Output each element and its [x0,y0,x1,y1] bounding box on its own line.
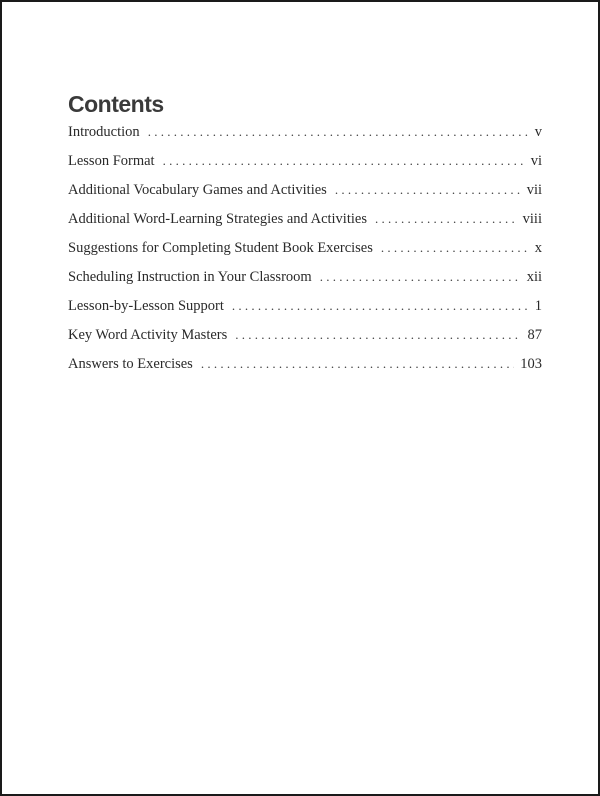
toc-entry-answers [68,356,542,385]
toc-entry-lesson-format [68,153,542,182]
contents-heading: Contents [68,91,164,117]
toc-entry-label: Answers to Exercises [68,356,193,372]
toc-entry-label: Lesson-by-Lesson Support [68,298,224,314]
toc-entry-page: vii [526,182,542,198]
toc-entry-suggestions [68,240,542,269]
toc-entry-word-learning-strategies [68,211,542,240]
dot-leader [375,211,517,227]
toc-entry-vocabulary-games [68,182,542,211]
toc-entry-page: viii [522,211,542,227]
toc-entry-page: 87 [527,327,542,343]
table-of-contents [68,90,542,385]
toc-entry-label: Introduction [68,124,140,140]
dot-leader [163,153,525,169]
toc-entry-page: v [534,124,542,140]
toc-entry-page: 103 [520,356,542,372]
toc-entry-label: Lesson Format [68,153,155,169]
toc-entry-label: Additional Vocabulary Games and Activities [68,182,327,198]
toc-entry-page: xii [526,269,542,285]
dot-leader [335,182,521,198]
toc-entry-label: Suggestions for Completing Student Book Exercises [68,240,373,256]
toc-entry-label: Key Word Activity Masters [68,327,228,343]
toc-entry-scheduling [68,269,542,298]
dot-leader [381,240,529,256]
dot-leader [235,327,521,343]
toc-entry-introduction [68,124,542,153]
toc-entry-lesson-support [68,298,542,327]
toc-entry-page: x [534,240,542,256]
toc-entry-label: Additional Word-Learning Strategies and Activities [68,211,367,227]
dot-leader [320,269,521,285]
dot-leader [201,356,514,372]
toc-entry-page: 1 [534,298,542,314]
dot-leader [148,124,529,140]
toc-entry-activity-masters [68,327,542,356]
contents-list [68,124,542,385]
toc-entry-label: Scheduling Instruction in Your Classroom [68,269,312,285]
toc-entry-page: vi [530,153,542,169]
dot-leader [232,298,529,314]
